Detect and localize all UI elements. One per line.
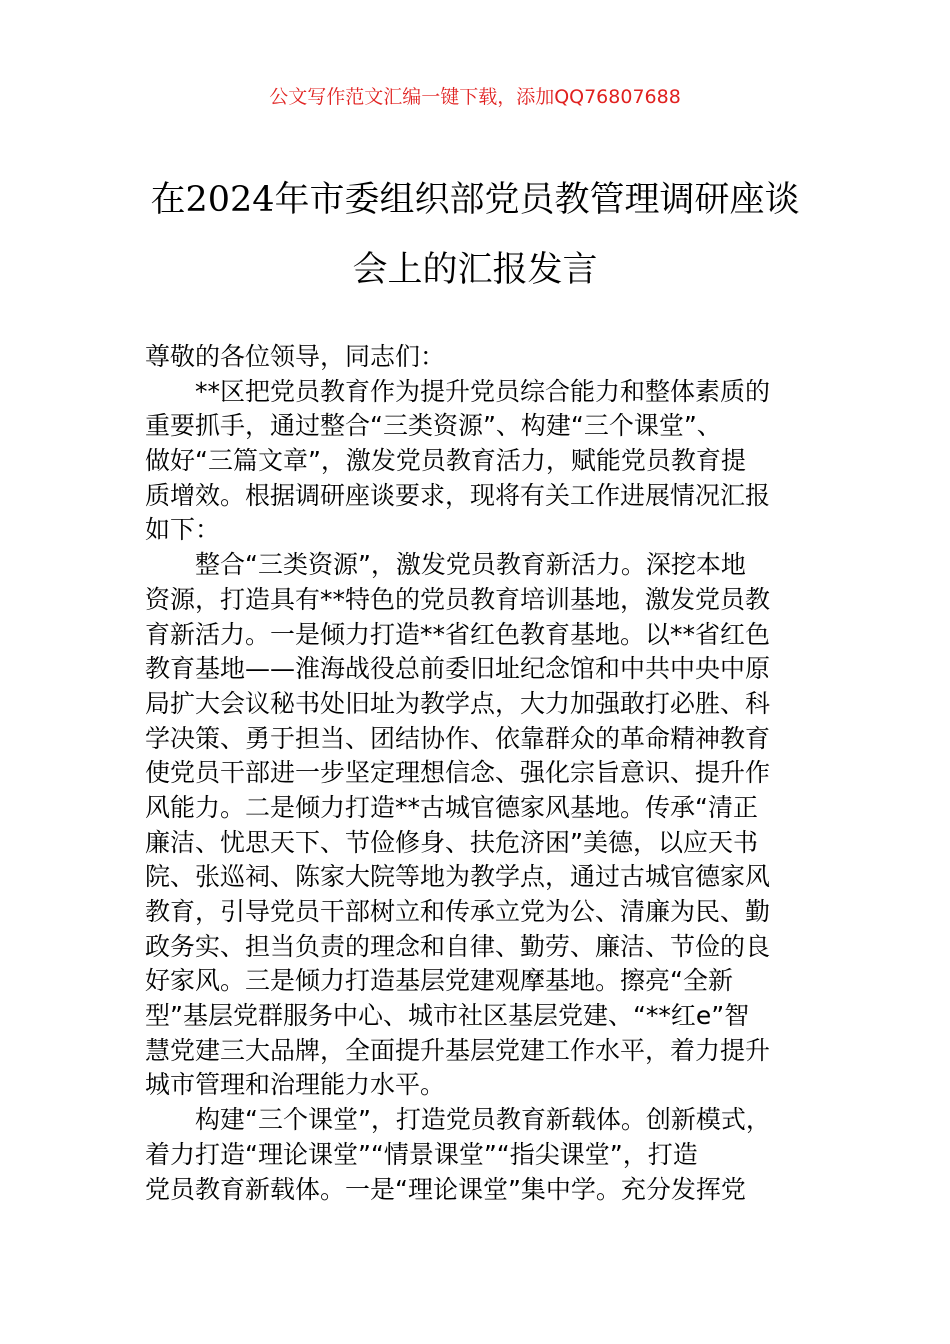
- body-text-line: 好家风。三是倾力打造基层党建观摩基地。擦亮“全新: [145, 966, 733, 996]
- body-text-line: 教育基地——淮海战役总前委旧址纪念馆和中共中央中原: [145, 654, 771, 684]
- download-banner: 公文写作范文汇编一键下载，添加QQ76807688: [269, 86, 681, 108]
- body-text-line: 尊敬的各位领导，同志们：: [145, 342, 446, 371]
- body-text-line: 教育，引导党员干部树立和传承立党为公、清廉为民、勤: [145, 897, 771, 926]
- body-text-line: **区把党员教育作为提升党员综合能力和整体素质的: [145, 376, 771, 406]
- body-text-line: 慧党建三大品牌，全面提升基层党建工作水平，着力提升: [145, 1035, 771, 1065]
- body-text-line: 风能力。二是倾力打造**古城官德家风基地。传承“清正: [145, 792, 758, 822]
- body-text-line: 廉洁、忧思天下、节俭修身、扶危济困”美德，以应天书: [145, 827, 758, 857]
- body-text-line: 政务实、担当负责的理念和自律、勤劳、廉洁、节俭的良: [145, 931, 771, 961]
- body-text-line: 局扩大会议秘书处旧址为教学点，大力加强敢打必胜、科: [145, 688, 771, 718]
- document-title-line-1: 在2024年市委组织部党员教管理调研座谈: [150, 180, 800, 220]
- body-text-line: 质增效。根据调研座谈要求，现将有关工作进展情况汇报: [145, 480, 771, 510]
- body-text-line: 院、张巡祠、陈家大院等地为教学点，通过古城官德家风: [145, 862, 771, 892]
- body-text-line: 构建“三个课堂”，打造党员教育新载体。创新模式，: [145, 1105, 771, 1135]
- body-text-line: 学决策、勇于担当、团结协作、依靠群众的革命精神教育: [145, 723, 771, 753]
- body-text-line: 城市管理和治理能力水平。: [145, 1070, 446, 1100]
- body-text-line: 如下：: [145, 515, 221, 545]
- document-body: [145, 340, 825, 1207]
- body-text-line: 整合“三类资源”，激发党员教育新活力。深挖本地: [145, 550, 746, 580]
- body-text-line: 做好“三篇文章”，激发党员教育活力，赋能党员教育提: [145, 446, 746, 476]
- body-text-line: 重要抓手，通过整合“三类资源”、构建“三个课堂”、: [145, 411, 722, 441]
- body-text-line: 型”基层党群服务中心、城市社区基层党建、“**红e”智: [145, 1001, 750, 1031]
- body-text-line: 育新活力。一是倾力打造**省红色教育基地。以**省红色: [145, 619, 771, 649]
- document-title-line-2: 会上的汇报发言: [352, 250, 598, 290]
- body-text-line: 使党员干部进一步坚定理想信念、强化宗旨意识、提升作: [145, 758, 771, 788]
- body-text-line: 党员教育新载体。一是“理论课堂”集中学。充分发挥党: [145, 1174, 746, 1204]
- body-text-line: 着力打造“理论课堂”“情景课堂”“指尖课堂”，打造: [145, 1139, 698, 1169]
- body-text-line: 资源，打造具有**特色的党员教育培训基地，激发党员教: [145, 584, 771, 614]
